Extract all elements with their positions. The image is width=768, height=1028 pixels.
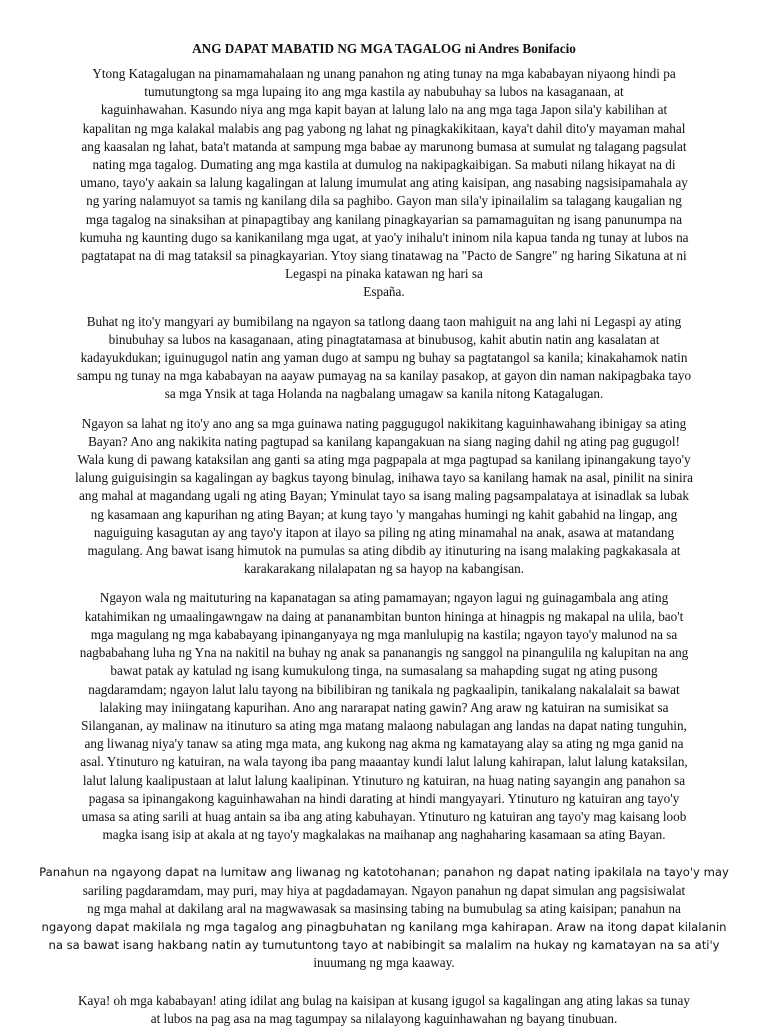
text-line: tumutungtong sa mga lupaing ito ang mga kastila ay nabubuhay sa lubos na kasaganaan, at [144,84,624,100]
paragraph [34,313,734,404]
text-line: karakarakang nilalapatan ng sa hayop na kabangisan. [243,561,525,577]
paragraph [34,415,734,579]
text-line: at lubos na pag asa na mag tagumpay sa nilalayong kaguinhawahan ng bayang tinubuan. [150,1010,618,1026]
text-line: Ngayon wala ng maituturing na kapanatagan sa ating pamamayan; ngayon lagui ng guinagambala ang ating [99,590,669,606]
text-line: ng yaring nalamuyot sa tamis ng kanilang dila sa paghibo. Gayon man sila'y ipinailalim sa talagang kaugalian ng [86,193,682,209]
paragraph-spacer [34,855,734,863]
text-line: mga tagalog na sinaksihan at pinapagtibay ang kanilang pinagkayarian sa pamamaguitan ng isang panunumpa na [85,211,683,227]
text-line: bawat patak ay katulad ng isang kumukulong tinga, na sumasalang sa mahapding sugat ng ating pusong [110,663,658,679]
text-line: asal. Ytinuturo ng katuiran, na wala tayong iba pang maaantay kundi lalut lalung kahirapan, lalut lalung kataksilan, [80,754,688,770]
text-line: Panahun na ngayong dapat na lumitaw ang liwanag ng katotohanan; panahon ng dapat nating ipakilala na tayo'y may [39,865,729,880]
text-line: kumuha ng kaunting dugo sa kanikanilang mga ugat, at yao'y inihalu't ininom nila kapua tanda ng tunay at lubos na [79,229,689,245]
text-line: lalung guiguisingin sa kagalingan ay bagkus tayong binulag, inihawa tayo sa kanilang hamak na asal, pinilit na sinira [75,470,693,486]
text-line: Silanganan, ay malinaw na itinuturo sa ating mga matang malaong nabulagan ang landas na dapat nating tunguhin, [81,717,687,733]
document-body [34,65,734,1028]
text-line: binubuhay sa lubos na kasaganaan, ating pinagtatamasa at binubusog, kahit abutin natin ang kasalatan at [108,331,660,347]
text-line: Wala kung di pawang kataksilan ang ganti sa ating mga pagpapala at mga pagtupad sa kanilang ipinangakung tayo'y [77,452,691,468]
text-line: sariling pagdaramdam, may puri, may hiya at pagdadamayan. Ngayon panahun ng dapat simulan ang pagsisiwalat [82,882,686,898]
text-line: ng mga mahal at dakilang aral na magwawasak sa masinsing tabing na bumubulag sa ating kaisipan; panahun na [87,900,681,916]
text-line: ang kaasalan ng lahat, bata't matanda at sampung mga babae ay marunong bumasa at sumulat ng talagang pagsulat [81,138,687,154]
text-line: na sa bawat isang hakbang natin ay tumutuntong tayo at nabibingit sa malalim na hukay ng kamatayan na sa ati'y [48,938,720,953]
text-line: Buhat ng ito'y mangyari ay bumibilang na ngayon sa tatlong daang taon mahiguit na ang lahi ni Legaspi ay ating [86,313,682,329]
text-line: pagasa sa ipinangakong kaguinhawahan na hindi darating at hindi mangyayari. Ytinuturo ng katuiran ang tayo'y [88,790,680,806]
text-line: magka isang isip at akala at ng tayo'y magkalakas na maihanap ang naghaharing kasamaan sa ating Bayan. [102,827,666,843]
text-line: mga magulang ng mga kababayang ipinanganyaya ng mga manlulupig na kastila; ngayon tayo'y malunod na sa [90,626,678,642]
text-line: sampu ng tunay na mga kababayan na aayaw pumayag na sa kanilay pasakop, at gayon din naman nakipagbaka tayo [76,368,692,384]
text-line: ang mahal at magandang ugali ng ating Bayan; Yminulat tayo sa isang maling pagsampalataya at isinadlak sa lubak [79,488,689,504]
paragraph [34,863,734,972]
text-line: Legaspi na pinaka katawan ng hari sa [285,266,483,282]
text-line: kapalitan ng mga kalakal malabis ang pag yabong ng lahat ng pinagkakikitaan, kaya't dahil dito'y mayaman mahal [82,120,686,136]
text-line: ng kasamaan ang kapurihan ng ating Bayan; at kung tayo 'y mangahas humingi ng kahit gabahid na lingap, ang [90,506,678,522]
text-line: nagdaramdam; ngayon lalut lalu tayong na bibilibiran ng tanikala ng pagkaalipin, tanikalang nakalalait sa bawat [88,681,680,697]
text-line: naguiguing kasagutan ay ang tayo'y itapon at ilayo sa piling ng ating minamahal na anak, asawa at matandang [93,524,675,540]
text-line: ang liwanag niya'y tanaw sa ating mga mata, ang kukong nag akma ng kamatayang alay sa ating ng mga ganid na [84,736,684,752]
text-line: lalaking may iniingatang kapurihan. Ano ang nararapat nating gawin? Ang araw ng katuiran na sumisikat sa [99,699,669,715]
text-line: umano, tayo'y aakain sa lalung kagalingan at lalung imumulat ang ating kaisipan, ang nasabing nagsisipamahala ay [80,175,688,191]
paragraph-spacer [34,984,734,992]
text-line: Kaya! oh mga kababayan! ating idilat ang bulag na kaisipan at kusang igugol sa kagalingan ang ating lakas sa tunay [78,992,690,1008]
document-title: ANG DAPAT MABATID NG MGA TAGALOG ni Andres Bonifacio [192,41,576,56]
paragraph [34,65,734,302]
text-line: Ngayon sa lahat ng ito'y ano ang sa mga guinawa nating paggugugol nakikitang kaguinhawahang ibinigay sa ating [81,415,687,431]
text-line: katahimikan ng umaalingawngaw na daing at pananambitan bunton hininga at hinagpis ng makapal na ulila, bao't [84,608,684,624]
text-line: nating mga tagalog. Dumating ang mga kastila at dumulog na nakipagkaibigan. Sa mabuti nilang hikayat na di [92,157,676,173]
text-line: Bayan? Ano ang nakikita nating pagtupad sa kanilang kapangakuan na siang naging dahil ng ating pag gugugol! [88,433,680,449]
text-line: inuumang ng mga kaaway. [313,955,455,971]
text-line: sa mga Ynsik at taga Holanda na nagbalang umagaw sa kanila nitong Katagalugan. [164,386,604,402]
text-line: Ytong Katagalugan na pinamamahalaan ng unang panahon ng ating tunay na mga kababayan niyaong hindi pa [92,66,676,81]
text-line: kaguinhawahan. Kasundo niya ang mga kapit bayan at lalung lalo na ang mga taga Japon sila'y kabilihan at [100,102,668,118]
text-line: nagbabahang luha ng Yna na nakitil na buhay ng anak sa pananangis ng sanggol na pinangulila ng kalupitan na ang [79,645,689,661]
text-line: umasa sa ating sarili at huag antain sa iba ang ating kabuhayan. Ytinuturo ng katuiran ang tayo'y mag kaisang loob [81,808,687,824]
text-line: kadayukdukan; iguinugugol natin ang yaman dugo at sampu ng buhay sa pagtatangol sa kanila; kinakahamok natin [80,350,688,366]
paragraph [34,992,734,1028]
text-line: magulang. Ang bawat isang himutok na pumulas sa ating dibdib ay itinuturing na isang malaking pagkakasala at [87,543,681,559]
paragraph [34,589,734,844]
text-line: España. [363,284,405,300]
text-line: pagtatapat na di mag tataksil sa pinagkayarian. Ytoy siang tinatawag na "Pacto de Sangre" ng haring Sikatuna at ni [81,248,687,264]
text-line: ngayong dapat makilala ng mga tagalog ang pinagbuhatan ng kanilang mga kahirapan. Araw na itong dapat kilalanin [41,919,727,934]
text-line: lalut lalung kaalipustaan at lalut lalung kaalipinan. Ytinuturo ng katuiran, na huag nating sayangin ang panahon sa [82,772,686,788]
